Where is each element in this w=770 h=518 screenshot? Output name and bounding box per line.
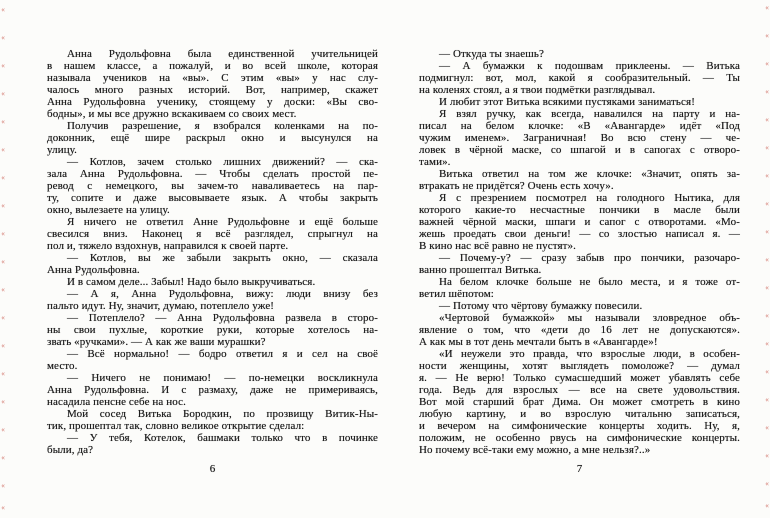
text-line: — Котлов, вы же забыли закрыть окно, — сказала (67, 252, 378, 264)
text-line: — Потому что чёртову бумажку повесили. (439, 300, 643, 312)
text-line: ту, сопите и даже высовываете язык. А чтобы закрыть (47, 192, 378, 204)
text-line: важней чёрной маски, шпаги и сапог с отворотами. «Мо- (419, 216, 740, 228)
text-line: Но почему всё-таки ему можно, а мне нельзя?..» (419, 444, 651, 456)
text-line: И любит этот Витька всякими пустяками заниматься! (439, 96, 695, 108)
text-line: которого какие-то несчастные пончики в масле были (419, 204, 740, 216)
red-edge-mark: « (765, 500, 769, 511)
red-edge-mark: « (765, 2, 769, 13)
page-number-right: 7 (576, 463, 583, 475)
paragraph (47, 372, 378, 408)
text-line: улицу. (47, 144, 78, 156)
text-line: писал на белом клочке: «В «Авангарде» идёт «Под (419, 120, 740, 132)
red-edge-mark: « (1, 284, 5, 295)
text-line: — Всё нормально! — бодро ответил я и сел на своё (67, 348, 378, 360)
red-edge-mark: « (765, 226, 769, 237)
text-line: Анна Рудольфовна. (47, 264, 140, 276)
paragraph (47, 276, 378, 288)
red-page-edge-left (0, 0, 12, 518)
paragraph (419, 276, 740, 300)
red-edge-mark: « (1, 312, 5, 323)
paragraph (419, 252, 740, 276)
text-line: чалось много разных историй. Вот, например, скажет (47, 84, 378, 96)
text-line: в нашем классе, а пожалуй, и во всей школе, которая (47, 60, 378, 72)
text-line: Анна Рудольфовна ученику, стоящему у доски: «Вы сво- (47, 96, 378, 108)
text-line: место. (47, 360, 78, 372)
text-line: — А я, Анна Рудольфовна, вижу: люди внизу без (67, 288, 378, 300)
red-edge-mark: « (1, 368, 5, 379)
text-line: Получив разрешение, я взобрался коленками на по- (67, 120, 378, 132)
page-right-text (419, 48, 740, 456)
text-line: — Ничего не понимаю! — по-немецки воскликнула (67, 372, 378, 384)
red-edge-mark: « (765, 170, 769, 181)
red-edge-mark: « (1, 340, 5, 351)
text-line: жешь проедать свои деньги! — со злостью написал я. — (419, 228, 740, 240)
text-line: На белом клочке больше не было места, и я тоже от- (439, 276, 740, 288)
red-page-edge-right (758, 0, 770, 518)
text-line: тик, прошептал так, словно великое открытие сделал: (47, 420, 305, 432)
text-line: на коленях стоял, а я твои подмётки разглядывал. (419, 84, 656, 96)
text-line: я. — Не верю! Только сумасшедший может убавлять себе (419, 372, 740, 384)
text-line: ловек в чёрной маске, со шпагой и в сапогах с отворо- (419, 144, 740, 156)
paragraph (47, 120, 378, 156)
text-line: свесился вниз. Наконец я всё разглядел, спрыгнул на (47, 228, 378, 240)
paragraph (419, 312, 740, 348)
red-edge-mark: « (765, 86, 769, 97)
text-line: Я ничего не ответил Анне Рудольфовне и ещё больше (67, 216, 378, 228)
red-edge-mark: « (1, 452, 5, 463)
text-line: подмигнул: вот, мол, какой я сообразительный. — Ты (419, 72, 740, 84)
red-edge-mark: « (1, 32, 5, 43)
red-edge-mark: « (1, 200, 5, 211)
red-edge-mark: « (765, 58, 769, 69)
text-line: пол и, тяжело вздохнув, направился к своей парте. (47, 240, 289, 252)
text-line: зала Анна Рудольфовна. — Чтобы сделать простой пе- (47, 168, 378, 180)
red-edge-mark: « (765, 394, 769, 405)
text-line: Я взял ручку, как всегда, навалился на парту и на- (439, 108, 740, 120)
red-edge-mark: « (1, 60, 5, 71)
paragraph (419, 96, 740, 108)
text-line: «Чертовой бумажкой» мы называли зловредное объ- (439, 312, 740, 324)
text-line: называла учеников на «вы». С этим «вы» у нас слу- (47, 72, 378, 84)
red-edge-mark: « (1, 480, 5, 491)
text-line: — Котлов, зачем столько лишних движений? — ска- (67, 156, 378, 168)
text-line: явление о том, что «дети до 16 лет не допускаются». (419, 324, 740, 336)
text-line: — А бумажки к подошвам приклеены. — Витька (439, 60, 740, 72)
paragraph (47, 348, 378, 372)
red-edge-mark: « (1, 88, 5, 99)
red-edge-mark: « (1, 228, 5, 239)
red-edge-mark: « (765, 254, 769, 265)
red-edge-mark: « (1, 256, 5, 267)
text-line: — Почему-у? — сразу забыв про пончики, разочаро- (439, 252, 740, 264)
red-edge-mark: « (765, 478, 769, 489)
text-line: Мой сосед Витька Бородкин, по прозвищу Витик-Ны- (67, 408, 378, 420)
text-line: Витька ответил на том же клочке: «Значит, опять за- (439, 168, 740, 180)
text-line: ветил шёпотом: (419, 288, 494, 300)
paragraph (47, 216, 378, 252)
red-edge-mark: « (765, 310, 769, 321)
text-line: Вот мой старший брат Дима. Он может смотреть в кино (419, 396, 740, 408)
paragraph (47, 432, 378, 456)
text-line: любую картину, и во взрослую читальню записаться, (419, 408, 740, 420)
text-line: доконник, ещё шире раскрыл окно и высунулся на (47, 132, 378, 144)
text-line: года. Ведь для взрослых — все на свете удовольствия. (419, 384, 740, 396)
text-line: втракать не придётся? Очень есть хочу». (419, 180, 614, 192)
red-edge-mark: « (1, 502, 5, 513)
red-edge-mark: « (765, 114, 769, 125)
text-line: «И неужели это правда, что взрослые люди, в особен- (439, 348, 740, 360)
text-line: чужим именем». Заграничная! Во всю стену — че- (419, 132, 740, 144)
paragraph (47, 312, 378, 348)
red-edge-mark: « (765, 282, 769, 293)
red-edge-mark: « (765, 198, 769, 209)
paragraph (419, 348, 740, 456)
paragraph (47, 408, 378, 432)
red-edge-mark: « (1, 4, 5, 15)
red-edge-mark: « (765, 422, 769, 433)
red-edge-mark: « (1, 144, 5, 155)
text-line: — У тебя, Котелок, башмаки только что в починке (67, 432, 378, 444)
text-line: насадила пенсне себе на нос. (47, 396, 186, 408)
text-line: были, да? (47, 444, 94, 456)
paragraph (47, 252, 378, 276)
paragraph (47, 288, 378, 312)
red-edge-mark: « (1, 172, 5, 183)
page-left (47, 48, 378, 475)
page-number-left: 6 (209, 463, 216, 475)
text-line: Я с презрением посмотрел на голодного Нытика, для (439, 192, 740, 204)
text-line: пальто идут. Ну, значит, думаю, потеплело уже! (47, 300, 275, 312)
text-line: В кино нас всё равно не пустят». (419, 240, 576, 252)
red-edge-mark: « (1, 116, 5, 127)
paragraph (47, 48, 378, 120)
page-right (419, 48, 740, 475)
red-edge-mark: « (765, 30, 769, 41)
text-line: тами». (419, 156, 451, 168)
page-left-text (47, 48, 378, 456)
text-line: ванно прошептал Витька. (419, 264, 542, 276)
paragraph (419, 300, 740, 312)
text-line: и вечером на симфонические концерты ходить. Ну, я, (419, 420, 740, 432)
paragraph (419, 108, 740, 168)
red-edge-mark: « (765, 338, 769, 349)
red-edge-mark: « (1, 424, 5, 435)
text-line: Анна Рудольфовна была единственной учительницей (67, 48, 378, 60)
red-edge-mark: « (1, 396, 5, 407)
text-line: — Откуда ты знаешь? (439, 48, 544, 60)
paragraph (419, 168, 740, 192)
text-line: звать «ручками». — А как же ваши мурашки? (47, 336, 266, 348)
text-line: А как мы в тот день мечтали быть в «Авангарде»! (419, 336, 658, 348)
red-edge-mark: « (765, 450, 769, 461)
text-line: ности женщины, хотят выглядеть помоложе? — думал (419, 360, 740, 372)
paragraph (419, 60, 740, 96)
text-line: И в самом деле... Забыл! Надо было выкручиваться. (67, 276, 316, 288)
paragraph (419, 192, 740, 252)
red-edge-mark: « (765, 142, 769, 153)
text-line: ны свои пухлые, короткие руки, которые хотелось на- (47, 324, 378, 336)
paragraph (419, 48, 740, 60)
red-edge-mark: « (765, 366, 769, 377)
text-line: положим, не особенно рвусь на симфонические концерты. (419, 432, 740, 444)
text-line: Анна Рудольфовна. И с размаху, даже не примериваясь, (47, 384, 378, 396)
text-line: — Потеплело? — Анна Рудольфовна развела в сторо- (67, 312, 378, 324)
text-line: бодны», и мы все дружно вскакиваем со своих мест. (47, 108, 297, 120)
paragraph (47, 156, 378, 216)
text-line: ревод с немецкого, вы зачем-то наваливаетесь на пар- (47, 180, 378, 192)
text-line: окно, вылезаете на улицу. (47, 204, 170, 216)
